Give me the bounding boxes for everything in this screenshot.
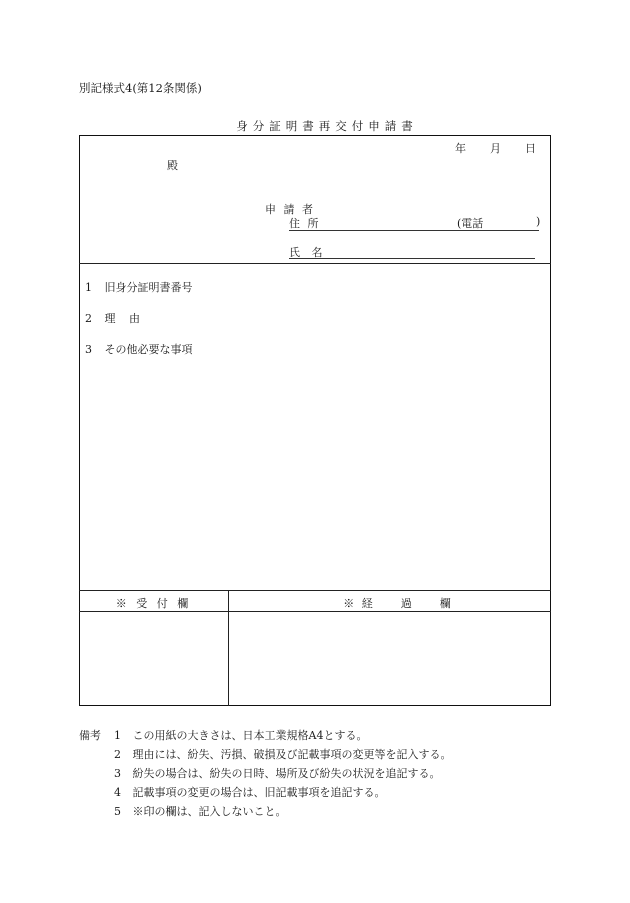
note-number: 3 [114, 767, 121, 780]
notes-label: 備考 [79, 729, 101, 742]
address-label: 住 所 [289, 217, 321, 230]
address-underline[interactable] [289, 230, 539, 231]
note-number: 2 [114, 748, 121, 761]
item-number: 2 [85, 312, 92, 325]
note-text: ※印の欄は、記入しないこと。 [132, 805, 287, 818]
form-number-label: 別記様式4(第12条関係) [79, 81, 202, 95]
day-label: 日 [525, 142, 536, 155]
note-number: 1 [114, 729, 121, 742]
note-text: 理由には、紛失、汚損、破損及び記載事項の変更等を記入する。 [132, 748, 452, 761]
note-item [114, 727, 367, 743]
item-label: その他必要な事項 [104, 343, 193, 356]
note-text: 紛失の場合は、紛失の日時、場所及び紛失の状況を追記する。 [132, 767, 441, 780]
item-reason[interactable] [85, 310, 145, 326]
addressee-suffix: 殿 [167, 159, 178, 172]
month-label: 月 [490, 142, 501, 155]
bottom-section-divider [79, 590, 551, 591]
note-text: 記載事項の変更の場合は、旧記載事項を追記する。 [132, 786, 386, 799]
note-item [114, 784, 386, 800]
name-label: 氏 名 [289, 246, 327, 259]
phone-open-label: (電話 [457, 217, 484, 230]
item-label: 理 由 [104, 312, 145, 325]
reception-column-header: ※ 受 付 欄 [115, 597, 192, 610]
note-number: 5 [114, 805, 121, 818]
note-number: 4 [114, 786, 121, 799]
item-number: 3 [85, 343, 92, 356]
progress-cell[interactable] [229, 612, 550, 705]
note-item [114, 746, 452, 762]
progress-column-header: ※ 経 過 欄 [343, 597, 453, 610]
reception-cell[interactable] [80, 612, 228, 705]
header-divider [79, 263, 551, 264]
item-label: 旧身分証明書番号 [104, 281, 193, 294]
year-label: 年 [455, 142, 466, 155]
phone-close-label: ) [536, 215, 541, 228]
item-other-matters[interactable] [85, 341, 193, 357]
note-item [114, 803, 287, 819]
item-old-id-number[interactable] [85, 279, 193, 295]
item-number: 1 [85, 281, 92, 294]
note-item [114, 765, 441, 781]
applicant-heading: 申 請 者 [265, 203, 315, 216]
name-underline[interactable] [289, 258, 535, 259]
document-title: 身分証明書再交付申請書 [236, 119, 418, 133]
note-text: この用紙の大きさは、日本工業規格A4とする。 [132, 729, 368, 742]
